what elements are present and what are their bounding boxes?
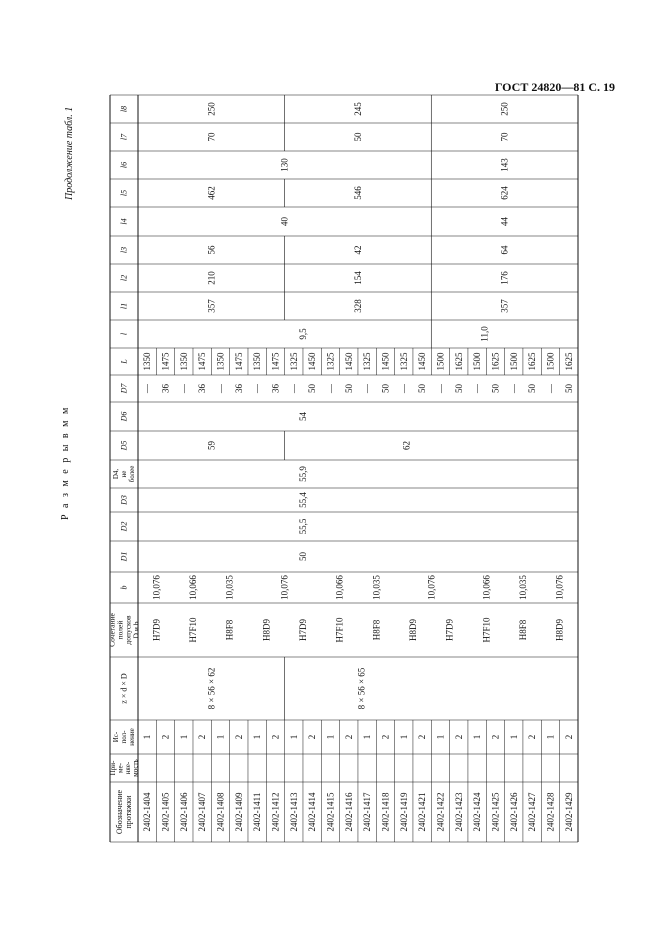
group-l4: 44 [499,216,510,226]
group-tolerance: H7F10 [334,617,345,643]
row-d7: 50 [563,384,574,393]
group-l4: 40 [279,217,290,226]
header-l5: l5 [119,189,129,197]
row-execution: 2 [307,734,318,740]
group-l5: 624 [499,186,510,200]
group-d5: 62 [401,441,412,450]
row-l-length: 1500 [472,352,483,371]
group-d5: 59 [206,441,217,450]
row-designation: 2402-1409 [233,792,244,832]
group-l5: 462 [206,186,217,200]
header-applicability: мость [131,759,140,777]
group-tolerance: H8F8 [517,619,528,641]
row-execution: 1 [508,734,519,740]
row-execution: 1 [288,734,299,740]
group-l3: 42 [352,245,363,255]
group-l: 11,0 [479,326,490,342]
row-execution: 1 [472,734,483,740]
group-tolerance: H7D9 [444,619,455,641]
row-l-length: 1500 [435,352,446,371]
group-b: 10,076 [554,575,565,600]
group-l1: 328 [352,299,363,313]
row-execution: 2 [490,734,501,740]
row-designation: 2402-1405 [160,792,171,832]
row-execution: 1 [215,734,226,740]
row-l-length: 1450 [307,352,318,371]
row-l-length: 1450 [417,352,428,371]
row-d7: — [215,384,226,393]
group-tolerance: H7D9 [151,619,162,641]
row-l-length: 1625 [563,352,574,371]
row-designation: 2402-1427 [527,792,538,832]
header-b: b [119,585,129,590]
row-execution: 1 [178,734,189,740]
row-execution: 1 [325,734,336,740]
row-d7: 50 [453,384,464,393]
row-l-length: 1350 [215,352,226,371]
row-l-length: 1500 [508,352,519,371]
group-d2: 55,5 [297,518,308,535]
header-l7: l7 [119,133,129,141]
group-d4: 55,9 [297,466,308,482]
group-tolerance: H7F10 [481,617,492,643]
row-l-length: 1475 [233,352,244,371]
row-l-length: 1625 [490,352,501,371]
row-designation: 2402-1412 [270,792,281,832]
row-l-length: 1450 [380,352,391,371]
header-l3: l3 [119,246,129,254]
group-l2: 176 [499,271,510,285]
row-execution: 2 [417,734,428,740]
header-applicability: няе- [123,761,132,775]
row-d7: 50 [527,384,538,393]
row-designation: 2402-1407 [197,792,208,832]
group-d6: 54 [297,412,308,421]
group-l8: 250 [499,102,510,116]
header-execution: нение [128,728,136,746]
header-applicability: При- [108,760,117,776]
group-b: 10,076 [279,575,290,600]
group-zdD-value: 8 × 56 × 65 [356,667,367,710]
row-d7: — [362,384,373,393]
group-l1: 357 [499,299,510,313]
row-d7: — [252,384,263,393]
group-b: 10,076 [426,575,437,600]
group-tolerance: H7D9 [297,619,308,641]
row-d7: — [142,384,153,393]
group-b: 10,035 [371,575,382,600]
group-l2: 154 [352,271,363,285]
row-execution: 1 [362,734,373,740]
row-designation: 2402-1422 [435,792,446,832]
group-d3: 55,4 [297,492,308,508]
row-designation: 2402-1428 [545,792,556,832]
header-d5: D5 [119,440,129,451]
group-zdD-value: 8 × 56 × 62 [206,667,217,710]
continuation-label: Продолжение табл. 1 [64,106,75,200]
group-l7: 50 [352,132,363,142]
group-b: 10,066 [187,575,198,600]
row-d7: — [288,384,299,393]
row-l-length: 1350 [142,352,153,371]
row-designation: 2402-1421 [417,792,428,832]
row-execution: 2 [270,734,281,740]
group-l3: 56 [206,245,217,255]
group-tolerance: H7F10 [187,617,198,643]
row-l-length: 1325 [288,352,299,371]
row-d7: 36 [160,384,171,393]
row-d7: — [435,384,446,393]
row-execution: 2 [197,734,208,740]
row-d7: — [325,384,336,393]
row-execution: 1 [398,734,409,740]
header-designation: протяжки [124,795,133,829]
header-execution: Ис- [112,731,120,743]
row-l-length: 1450 [343,352,354,371]
row-designation: 2402-1406 [178,792,189,832]
row-l-length: 1325 [325,352,336,371]
header-execution: пол- [120,730,128,744]
header-tolerance: Сочетание [107,613,117,647]
row-designation: 2402-1414 [307,792,318,832]
group-l3: 64 [499,245,510,255]
row-d7: — [545,384,556,393]
header-tolerance: полей [115,620,125,640]
group-l7: 70 [499,132,510,142]
group-l8: 245 [352,102,363,116]
header-tolerance: D и b [131,621,141,639]
row-d7: — [398,384,409,393]
group-l2: 210 [206,271,217,285]
row-designation: 2402-1404 [142,792,153,832]
row-execution: 1 [142,734,153,740]
row-l-length: 1325 [398,352,409,371]
group-b: 10,076 [151,575,162,600]
header-d3: D3 [119,495,129,505]
row-l-length: 1350 [178,352,189,371]
group-tolerance: H8F8 [371,619,382,641]
group-l6: 143 [499,158,510,172]
group-b: 10,066 [334,575,345,600]
group-l: 9,5 [297,328,308,340]
group-b: 10,066 [481,575,492,600]
header-zdD: z × d × D [119,673,129,704]
row-designation: 2402-1413 [288,792,299,832]
row-designation: 2402-1411 [252,792,263,832]
row-d7: — [178,384,189,393]
row-d7: — [508,384,519,393]
row-d7: 36 [233,384,244,393]
row-designation: 2402-1416 [343,792,354,832]
row-designation: 2402-1419 [398,792,409,832]
row-d7: 50 [380,384,391,393]
row-d7: 36 [270,384,281,393]
row-l-length: 1325 [362,352,373,371]
row-execution: 2 [453,734,464,740]
row-d7: 50 [490,384,501,393]
row-d7: — [472,384,483,393]
row-d7: 50 [307,384,318,393]
header-d1: D1 [119,551,129,562]
row-designation: 2402-1417 [362,792,373,832]
group-l5: 546 [352,186,363,200]
row-designation: 2402-1425 [490,792,501,832]
group-l8: 250 [206,102,217,116]
header-l2: l2 [119,274,129,282]
row-execution: 2 [233,734,244,740]
row-execution: 2 [343,734,354,740]
header-applicability: ме- [116,763,125,773]
row-designation: 2402-1415 [325,792,336,832]
row-l-length: 1625 [453,352,464,371]
row-designation: 2402-1418 [380,792,391,832]
row-l-length: 1625 [527,352,538,371]
row-l-length: 1500 [545,352,556,371]
header-l4: l4 [119,218,129,225]
header-l6: l6 [119,161,129,169]
group-d1: 50 [297,552,308,561]
header-l: L [119,359,129,364]
row-designation: 2402-1429 [563,792,574,832]
row-d7: 36 [197,384,208,393]
header-d7: D7 [119,383,129,394]
header-d6: D6 [119,411,129,422]
row-execution: 1 [435,734,446,740]
row-designation: 2402-1424 [472,792,483,832]
header-l8: l8 [119,105,129,113]
row-d7: 50 [417,384,428,393]
group-b: 10,035 [224,575,235,600]
row-execution: 1 [252,734,263,740]
group-tolerance: H8D9 [261,619,272,641]
header-d4: не [120,470,128,478]
row-execution: 2 [527,734,538,740]
group-l6: 130 [279,158,290,172]
header-l: l [119,332,129,336]
header-tolerance: допусков [123,615,133,645]
row-d7: 50 [343,384,354,393]
row-l-length: 1350 [252,352,263,371]
row-execution: 2 [160,734,171,740]
header-d4: D4, [112,468,120,480]
page-header: ГОСТ 24820—81 С. 19 [494,80,615,94]
row-designation: 2402-1423 [453,792,464,832]
row-execution: 2 [380,734,391,740]
group-tolerance: H8D9 [407,619,418,641]
row-l-length: 1475 [160,352,171,371]
row-l-length: 1475 [197,352,208,371]
group-b: 10,035 [517,575,528,600]
group-l7: 70 [206,132,217,142]
header-d4: более [128,465,136,483]
row-execution: 2 [563,734,574,740]
header-designation: Обозначение [115,789,124,835]
row-designation: 2402-1426 [508,792,519,832]
group-tolerance: H8F8 [224,619,235,641]
dimensions-caption: Р а з м е р ы в м м [60,405,71,520]
group-l1: 357 [206,299,217,313]
group-tolerance: H8D9 [554,619,565,641]
header-l1: l1 [119,302,129,310]
row-designation: 2402-1408 [215,792,226,832]
row-l-length: 1475 [270,352,281,371]
header-d2: D2 [119,521,129,532]
row-execution: 1 [545,734,556,740]
